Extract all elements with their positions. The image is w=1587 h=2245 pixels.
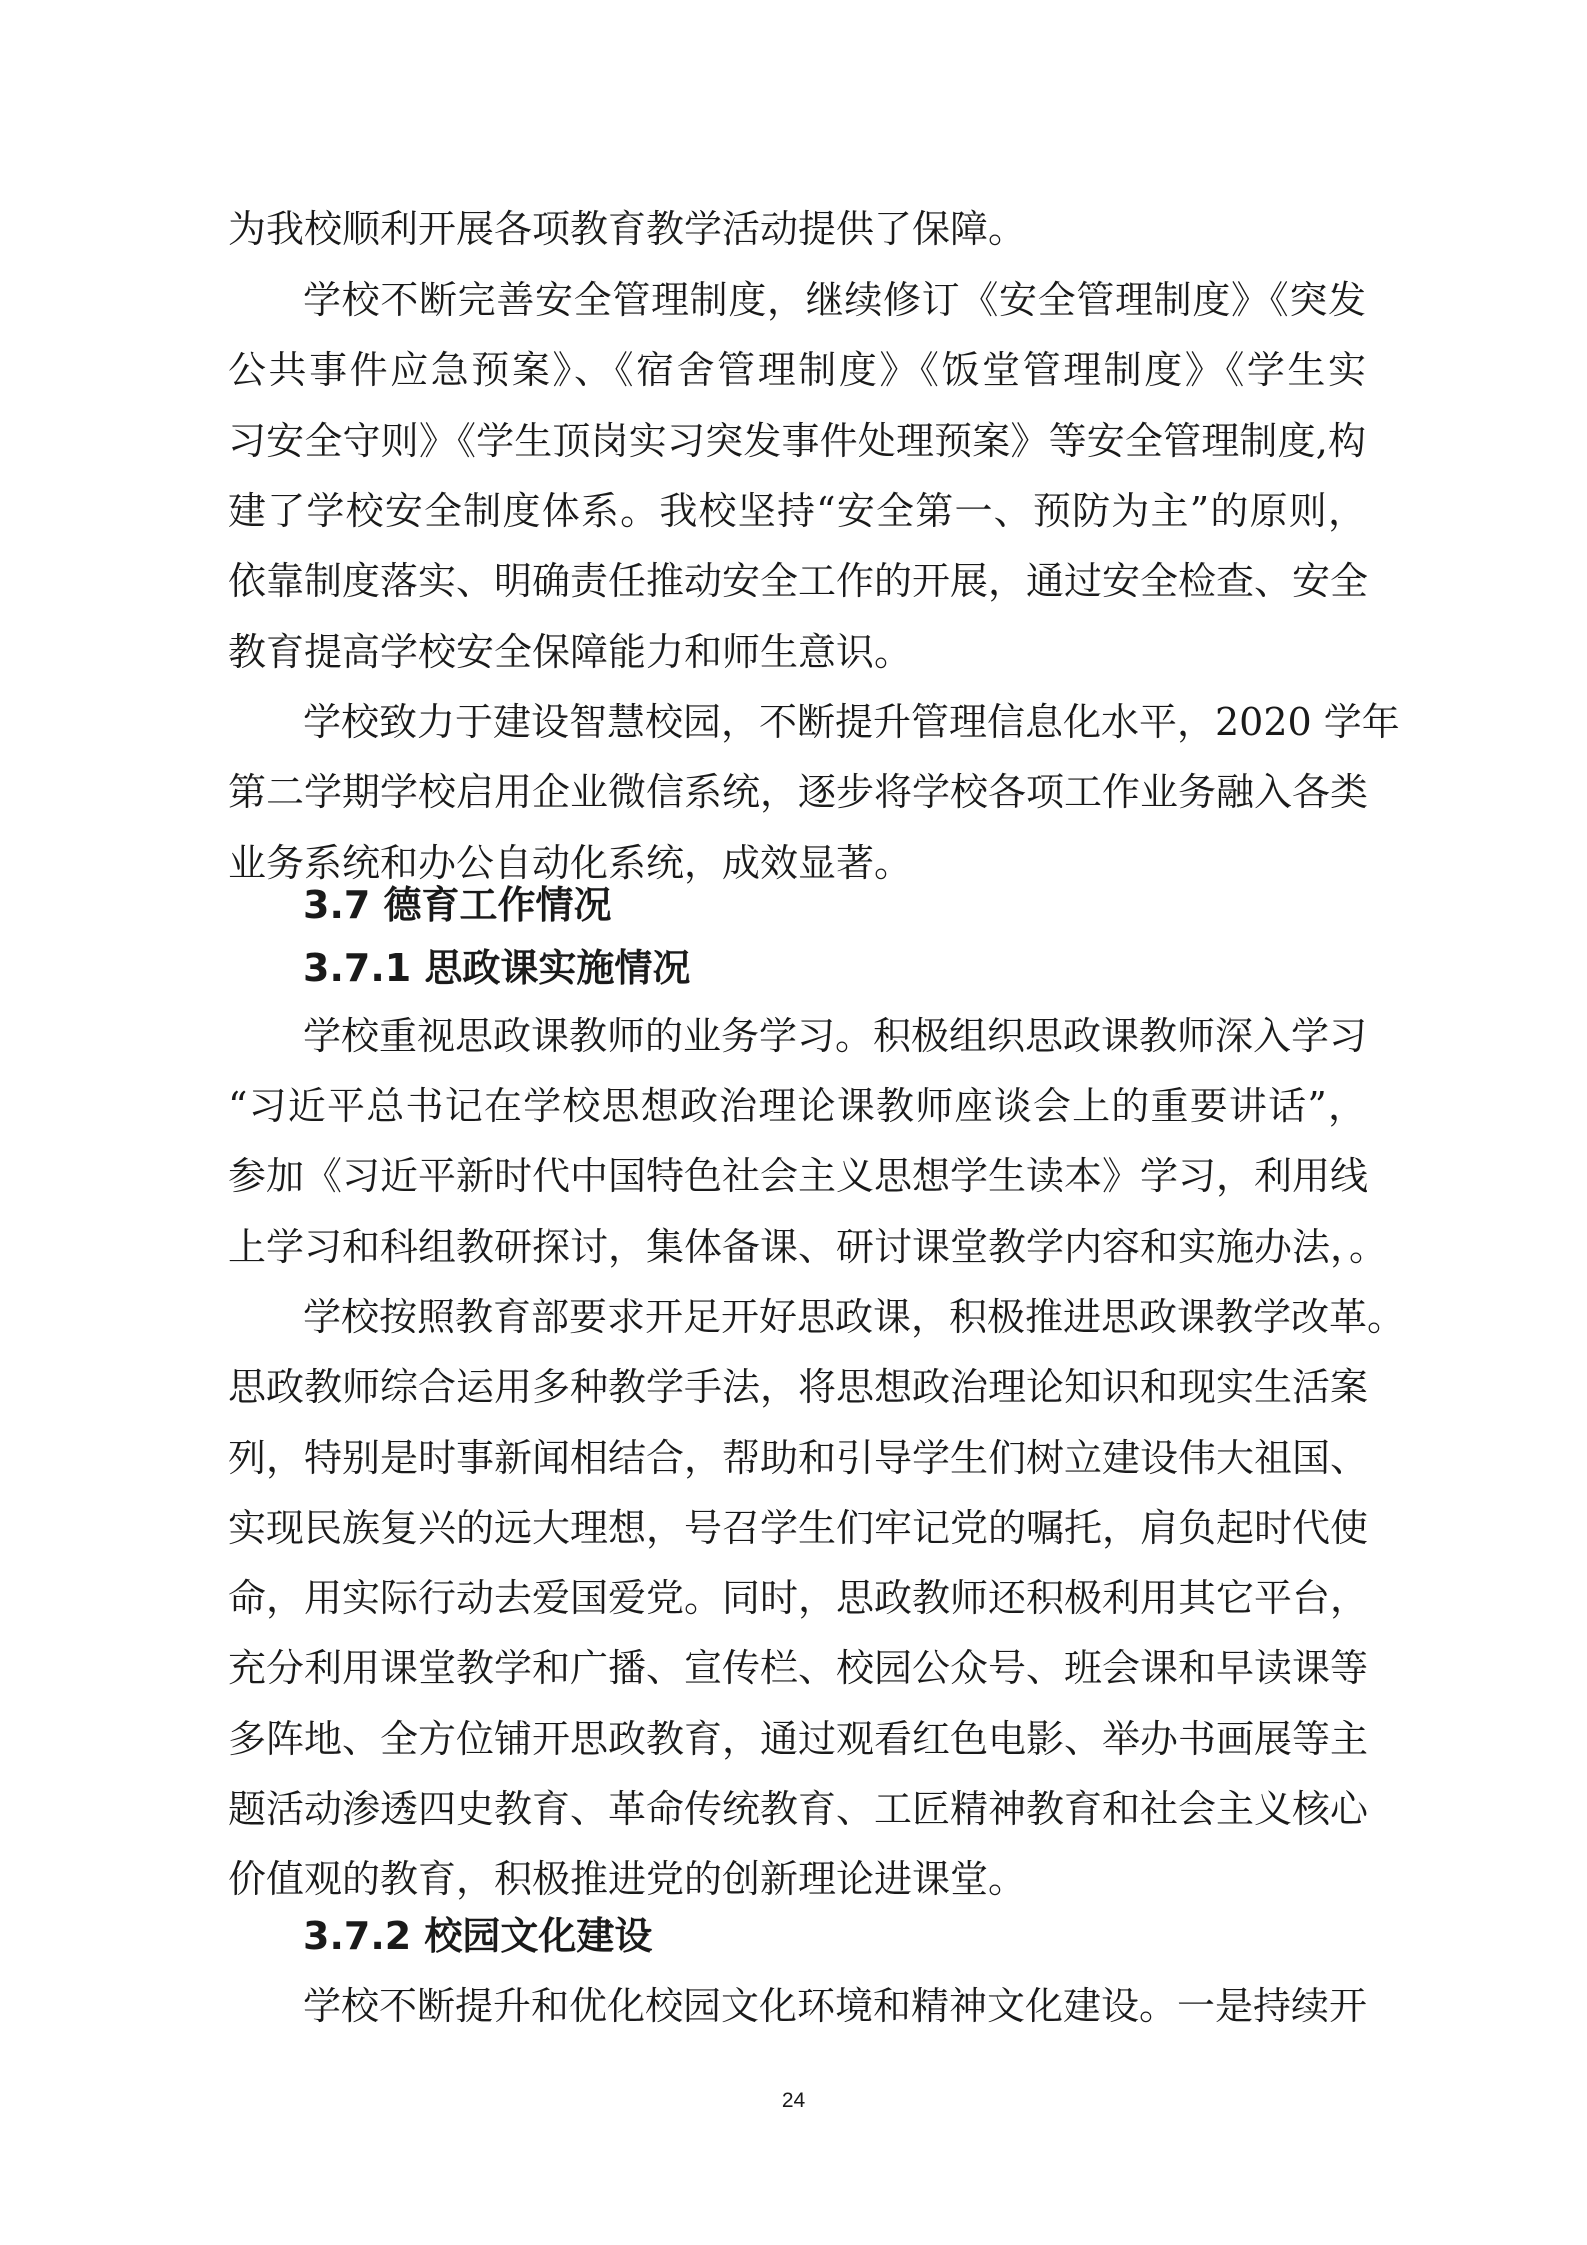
paragraph-line: 实现民族复兴的远大理想，号召学生们牢记党的嘱托，肩负起时代使 [228, 1506, 1369, 1550]
paragraph-line: 习安全守则》《学生顶岗实习突发事件处理预案》等安全管理制度,构 [228, 419, 1366, 463]
paragraph-line: 学校不断提升和优化校园文化环境和精神文化建设。一是持续开 [303, 1984, 1368, 2028]
paragraph-line: 业务系统和办公自动化系统，成效显著。 [228, 841, 913, 885]
paragraph-line: “习近平总书记在学校思想政治理论课教师座谈会上的重要讲话”， [228, 1084, 1366, 1128]
section-heading-3-7: 3.7 德育工作情况 [303, 883, 612, 927]
paragraph-line: 为我校顺利开展各项教育教学活动提供了保障。 [228, 207, 1027, 251]
paragraph-line: 学校致力于建设智慧校园，不断提升管理信息化水平，2020 学年 [303, 700, 1400, 744]
page-number: 24 [781, 2089, 806, 2112]
paragraph-line: 上学习和科组教研探讨，集体备课、研讨课堂教学内容和实施办法，。 [228, 1225, 1388, 1269]
paragraph-line: 学校不断完善安全管理制度，继续修订《安全管理制度》《突发 [303, 278, 1366, 322]
paragraph-line: 题活动渗透四史教育、革命传统教育、工匠精神教育和社会主义核心 [228, 1787, 1369, 1831]
paragraph-line: 建了学校安全制度体系。我校坚持“安全第一、预防为主”的原则， [228, 489, 1366, 533]
paragraph-line: 列，特别是时事新闻相结合，帮助和引导学生们树立建设伟大祖国、 [228, 1436, 1369, 1480]
paragraph-line: 价值观的教育，积极推进党的创新理论进课堂。 [228, 1857, 1027, 1901]
paragraph-line: 充分利用课堂教学和广播、宣传栏、校园公众号、班会课和早读课等 [228, 1646, 1369, 1690]
paragraph-line: 依靠制度落实、明确责任推动安全工作的开展，通过安全检查、安全 [228, 559, 1369, 603]
paragraph-line: 第二学期学校启用企业微信系统，逐步将学校各项工作业务融入各类 [228, 770, 1369, 814]
paragraph-line: 多阵地、全方位铺开思政教育，通过观看红色电影、举办书画展等主 [228, 1717, 1369, 1761]
paragraph-line: 学校按照教育部要求开足开好思政课，积极推进思政课教学改革。 [303, 1295, 1406, 1339]
paragraph-line: 公共事件应急预案》、《宿舍管理制度》《饭堂管理制度》《学生实 [228, 348, 1366, 392]
paragraph-line: 教育提高学校安全保障能力和师生意识。 [228, 630, 913, 674]
paragraph-line: 思政教师综合运用多种教学手法，将思想政治理论知识和现实生活案 [228, 1365, 1369, 1409]
paragraph-line: 学校重视思政课教师的业务学习。积极组织思政课教师深入学习 [303, 1014, 1368, 1058]
paragraph-line: 参加《习近平新时代中国特色社会主义思想学生读本》学习，利用线 [228, 1154, 1369, 1198]
paragraph-line: 命，用实际行动去爱国爱党。同时，思政教师还积极利用其它平台， [228, 1576, 1369, 1620]
section-heading-3-7-2: 3.7.2 校园文化建设 [303, 1914, 653, 1958]
section-heading-3-7-1: 3.7.1 思政课实施情况 [303, 946, 691, 990]
